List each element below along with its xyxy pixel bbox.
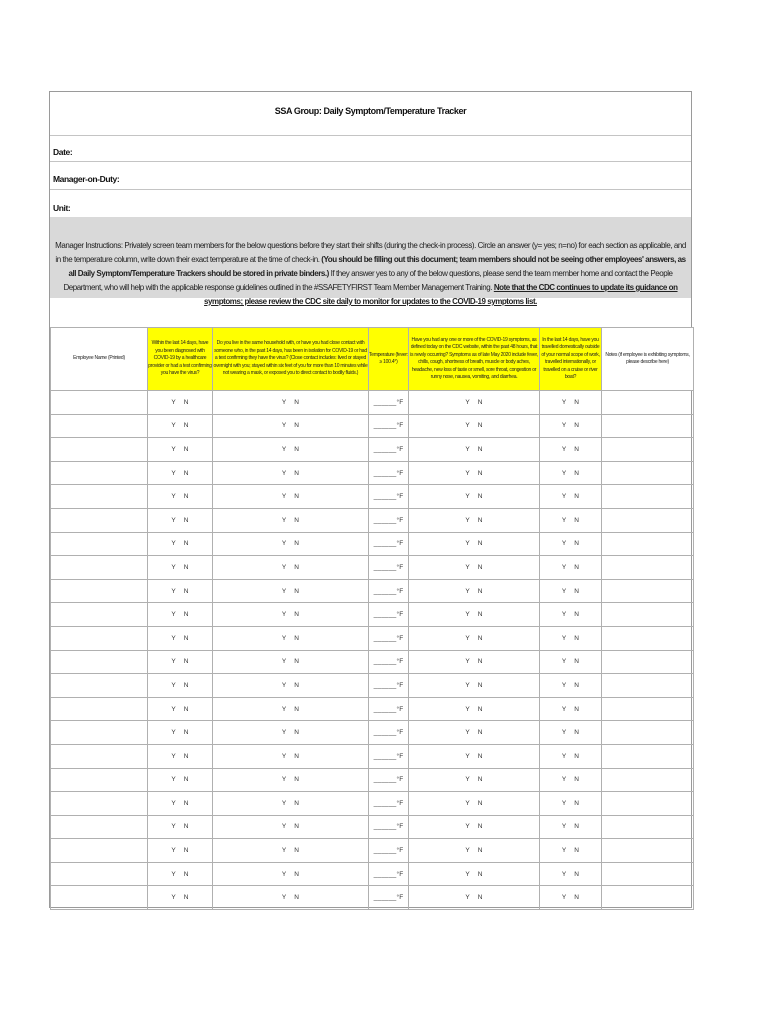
instructions-bold-text: (You should be filling out this document; team members should not be seeing other employees' answers, as all Daily Symptom/Temperature Trackers should be stored in private binders.) bbox=[68, 255, 686, 278]
notes-cell[interactable] bbox=[602, 391, 694, 415]
notes-cell[interactable] bbox=[602, 886, 694, 910]
symptoms-yn-cell[interactable]: Y N bbox=[409, 626, 540, 650]
notes-cell[interactable] bbox=[602, 556, 694, 580]
table-row bbox=[51, 744, 694, 768]
temperature-cell[interactable]: ______°F bbox=[369, 744, 409, 768]
diagnosed-yn-cell[interactable]: Y N bbox=[148, 414, 213, 438]
temperature-cell[interactable]: ______°F bbox=[369, 532, 409, 556]
travel-yn-cell[interactable]: Y N bbox=[540, 839, 602, 863]
col-header-travel: In the last 14 days, have you travelled domestically outside of your normal scope of work, travelled internationally, or travelled on a cruise or river boat? bbox=[540, 328, 602, 391]
employee-name-cell[interactable] bbox=[51, 768, 148, 792]
employee-name-cell[interactable] bbox=[51, 862, 148, 886]
table-row bbox=[51, 438, 694, 462]
notes-cell[interactable] bbox=[602, 839, 694, 863]
table-row bbox=[51, 697, 694, 721]
table-row bbox=[51, 650, 694, 674]
temperature-cell[interactable]: ______°F bbox=[369, 768, 409, 792]
temperature-cell[interactable]: ______°F bbox=[369, 721, 409, 745]
employee-name-cell[interactable] bbox=[51, 603, 148, 627]
symptoms-yn-cell[interactable]: Y N bbox=[409, 886, 540, 910]
household-yn-cell[interactable]: Y N bbox=[213, 603, 369, 627]
travel-yn-cell[interactable]: Y N bbox=[540, 603, 602, 627]
travel-yn-cell[interactable]: Y N bbox=[540, 721, 602, 745]
col-header-employee-name: Employee Name (Printed) bbox=[51, 328, 148, 391]
temperature-cell[interactable]: ______°F bbox=[369, 697, 409, 721]
document-title: SSA Group: Daily Symptom/Temperature Tracker bbox=[274, 106, 467, 116]
col-header-notes: Notes (if employee is exhibiting symptoms, please describe here) bbox=[602, 328, 694, 391]
travel-yn-cell[interactable]: Y N bbox=[540, 485, 602, 509]
diagnosed-yn-cell[interactable]: Y N bbox=[148, 792, 213, 816]
symptoms-yn-cell[interactable]: Y N bbox=[409, 792, 540, 816]
employee-name-cell[interactable] bbox=[51, 792, 148, 816]
diagnosed-yn-cell[interactable]: Y N bbox=[148, 461, 213, 485]
travel-yn-cell[interactable]: Y N bbox=[540, 674, 602, 698]
notes-cell[interactable] bbox=[602, 532, 694, 556]
employee-name-cell[interactable] bbox=[51, 697, 148, 721]
household-yn-cell[interactable]: Y N bbox=[213, 886, 369, 910]
employee-name-cell[interactable] bbox=[51, 414, 148, 438]
manager-on-duty-label: Manager-on-Duty: bbox=[53, 174, 120, 184]
divider bbox=[50, 189, 691, 190]
employee-name-cell[interactable] bbox=[51, 556, 148, 580]
table-row bbox=[51, 579, 694, 603]
notes-cell[interactable] bbox=[602, 768, 694, 792]
tracker-table bbox=[50, 327, 694, 910]
household-yn-cell[interactable]: Y N bbox=[213, 556, 369, 580]
diagnosed-yn-cell[interactable]: Y N bbox=[148, 674, 213, 698]
household-yn-cell[interactable]: Y N bbox=[213, 626, 369, 650]
table-row bbox=[51, 508, 694, 532]
table-row bbox=[51, 886, 694, 910]
diagnosed-yn-cell[interactable]: Y N bbox=[148, 438, 213, 462]
diagnosed-yn-cell[interactable]: Y N bbox=[148, 391, 213, 415]
travel-yn-cell[interactable]: Y N bbox=[540, 508, 602, 532]
household-yn-cell[interactable]: Y N bbox=[213, 579, 369, 603]
symptoms-yn-cell[interactable]: Y N bbox=[409, 485, 540, 509]
table-row bbox=[51, 532, 694, 556]
diagnosed-yn-cell[interactable]: Y N bbox=[148, 650, 213, 674]
notes-cell[interactable] bbox=[602, 792, 694, 816]
travel-yn-cell[interactable]: Y N bbox=[540, 438, 602, 462]
table-row bbox=[51, 414, 694, 438]
symptoms-yn-cell[interactable]: Y N bbox=[409, 839, 540, 863]
household-yn-cell[interactable]: Y N bbox=[213, 768, 369, 792]
notes-cell[interactable] bbox=[602, 744, 694, 768]
diagnosed-yn-cell[interactable]: Y N bbox=[148, 603, 213, 627]
instructions-text-2: If they answer yes to any of the below questions, please send the team member home and contact the People Department, who will help with the applicable response guidelines outlined in the #SSAFETYFIRST Team Member Management Training. bbox=[63, 269, 673, 292]
table-body bbox=[51, 391, 694, 910]
travel-yn-cell[interactable]: Y N bbox=[540, 792, 602, 816]
temperature-cell[interactable]: ______°F bbox=[369, 508, 409, 532]
table-row bbox=[51, 391, 694, 415]
symptoms-yn-cell[interactable]: Y N bbox=[409, 603, 540, 627]
travel-yn-cell[interactable]: Y N bbox=[540, 532, 602, 556]
diagnosed-yn-cell[interactable]: Y N bbox=[148, 721, 213, 745]
table-row bbox=[51, 792, 694, 816]
table-row bbox=[51, 556, 694, 580]
employee-name-cell[interactable] bbox=[51, 886, 148, 910]
table-row bbox=[51, 862, 694, 886]
household-yn-cell[interactable]: Y N bbox=[213, 697, 369, 721]
travel-yn-cell[interactable]: Y N bbox=[540, 650, 602, 674]
notes-cell[interactable] bbox=[602, 626, 694, 650]
temperature-cell[interactable]: ______°F bbox=[369, 461, 409, 485]
travel-yn-cell[interactable]: Y N bbox=[540, 768, 602, 792]
diagnosed-yn-cell[interactable]: Y N bbox=[148, 768, 213, 792]
table-row bbox=[51, 461, 694, 485]
employee-name-cell[interactable] bbox=[51, 485, 148, 509]
table-row bbox=[51, 674, 694, 698]
table-row bbox=[51, 721, 694, 745]
diagnosed-yn-cell[interactable]: Y N bbox=[148, 862, 213, 886]
notes-cell[interactable] bbox=[602, 815, 694, 839]
notes-cell[interactable] bbox=[602, 674, 694, 698]
divider bbox=[50, 135, 691, 136]
travel-yn-cell[interactable]: Y N bbox=[540, 697, 602, 721]
travel-yn-cell[interactable]: Y N bbox=[540, 815, 602, 839]
notes-cell[interactable] bbox=[602, 603, 694, 627]
symptoms-yn-cell[interactable]: Y N bbox=[409, 744, 540, 768]
employee-name-cell[interactable] bbox=[51, 744, 148, 768]
diagnosed-yn-cell[interactable]: Y N bbox=[148, 579, 213, 603]
household-yn-cell[interactable]: Y N bbox=[213, 485, 369, 509]
table-header-row bbox=[51, 328, 694, 391]
household-yn-cell[interactable]: Y N bbox=[213, 792, 369, 816]
table-row bbox=[51, 603, 694, 627]
symptoms-yn-cell[interactable]: Y N bbox=[409, 721, 540, 745]
divider bbox=[50, 161, 691, 162]
diagnosed-yn-cell[interactable]: Y N bbox=[148, 815, 213, 839]
unit-label: Unit: bbox=[53, 203, 71, 213]
symptoms-yn-cell[interactable]: Y N bbox=[409, 508, 540, 532]
employee-name-cell[interactable] bbox=[51, 839, 148, 863]
travel-yn-cell[interactable]: Y N bbox=[540, 626, 602, 650]
household-yn-cell[interactable]: Y N bbox=[213, 461, 369, 485]
household-yn-cell[interactable]: Y N bbox=[213, 744, 369, 768]
travel-yn-cell[interactable]: Y N bbox=[540, 862, 602, 886]
diagnosed-yn-cell[interactable]: Y N bbox=[148, 626, 213, 650]
employee-name-cell[interactable] bbox=[51, 721, 148, 745]
temperature-cell[interactable]: ______°F bbox=[369, 556, 409, 580]
instructions-text: Manager Instructions: Privately screen team members for the below questions before they start their shifts (during the check-in process). Circle an answer (y= yes; n=no) for each section as applicable, and in the temperature column, write down their exact temperature at the time of check-in. bbox=[55, 241, 686, 264]
symptoms-yn-cell[interactable]: Y N bbox=[409, 438, 540, 462]
table-row bbox=[51, 626, 694, 650]
symptoms-yn-cell[interactable]: Y N bbox=[409, 697, 540, 721]
date-label: Date: bbox=[53, 147, 73, 157]
employee-name-cell[interactable] bbox=[51, 650, 148, 674]
household-yn-cell[interactable]: Y N bbox=[213, 438, 369, 462]
diagnosed-yn-cell[interactable]: Y N bbox=[148, 508, 213, 532]
symptoms-yn-cell[interactable]: Y N bbox=[409, 674, 540, 698]
temperature-cell[interactable]: ______°F bbox=[369, 391, 409, 415]
manager-instructions bbox=[50, 217, 691, 306]
travel-yn-cell[interactable]: Y N bbox=[540, 391, 602, 415]
notes-cell[interactable] bbox=[602, 461, 694, 485]
travel-yn-cell[interactable]: Y N bbox=[540, 461, 602, 485]
employee-name-cell[interactable] bbox=[51, 579, 148, 603]
diagnosed-yn-cell[interactable]: Y N bbox=[148, 485, 213, 509]
household-yn-cell[interactable]: Y N bbox=[213, 815, 369, 839]
notes-cell[interactable] bbox=[602, 414, 694, 438]
diagnosed-yn-cell[interactable]: Y N bbox=[148, 744, 213, 768]
household-yn-cell[interactable]: Y N bbox=[213, 391, 369, 415]
table-row bbox=[51, 839, 694, 863]
household-yn-cell[interactable]: Y N bbox=[213, 839, 369, 863]
household-yn-cell[interactable]: Y N bbox=[213, 508, 369, 532]
table-row bbox=[51, 485, 694, 509]
symptoms-yn-cell[interactable]: Y N bbox=[409, 391, 540, 415]
symptoms-yn-cell[interactable]: Y N bbox=[409, 414, 540, 438]
temperature-cell[interactable]: ______°F bbox=[369, 626, 409, 650]
symptoms-yn-cell[interactable]: Y N bbox=[409, 579, 540, 603]
employee-name-cell[interactable] bbox=[51, 508, 148, 532]
travel-yn-cell[interactable]: Y N bbox=[540, 579, 602, 603]
table-row bbox=[51, 815, 694, 839]
table-row bbox=[51, 768, 694, 792]
travel-yn-cell[interactable]: Y N bbox=[540, 886, 602, 910]
diagnosed-yn-cell[interactable]: Y N bbox=[148, 556, 213, 580]
notes-cell[interactable] bbox=[602, 579, 694, 603]
travel-yn-cell[interactable]: Y N bbox=[540, 556, 602, 580]
household-yn-cell[interactable]: Y N bbox=[213, 532, 369, 556]
notes-cell[interactable] bbox=[602, 721, 694, 745]
household-yn-cell[interactable]: Y N bbox=[213, 650, 369, 674]
notes-cell[interactable] bbox=[602, 650, 694, 674]
household-yn-cell[interactable]: Y N bbox=[213, 414, 369, 438]
temperature-cell[interactable]: ______°F bbox=[369, 862, 409, 886]
notes-cell[interactable] bbox=[602, 862, 694, 886]
household-yn-cell[interactable]: Y N bbox=[213, 721, 369, 745]
temperature-cell[interactable]: ______°F bbox=[369, 603, 409, 627]
household-yn-cell[interactable]: Y N bbox=[213, 674, 369, 698]
notes-cell[interactable] bbox=[602, 697, 694, 721]
employee-name-cell[interactable] bbox=[51, 674, 148, 698]
temperature-cell[interactable]: ______°F bbox=[369, 839, 409, 863]
diagnosed-yn-cell[interactable]: Y N bbox=[148, 886, 213, 910]
temperature-cell[interactable]: ______°F bbox=[369, 792, 409, 816]
employee-name-cell[interactable] bbox=[51, 532, 148, 556]
employee-name-cell[interactable] bbox=[51, 391, 148, 415]
symptoms-yn-cell[interactable]: Y N bbox=[409, 768, 540, 792]
symptoms-yn-cell[interactable]: Y N bbox=[409, 461, 540, 485]
temperature-cell[interactable]: ______°F bbox=[369, 674, 409, 698]
diagnosed-yn-cell[interactable]: Y N bbox=[148, 697, 213, 721]
temperature-cell[interactable]: ______°F bbox=[369, 485, 409, 509]
employee-name-cell[interactable] bbox=[51, 626, 148, 650]
employee-name-cell[interactable] bbox=[51, 815, 148, 839]
col-header-household-contact: Do you live in the same household with, or have you had close contact with someone who, in the past 14 days, has been in isolation for COVID-19 or had a test confirming they have the virus? (Close contact includes: lived or stayed overnight with you; stayed within six feet of you for more than 10 minutes while not wearing a mask, or exposed you to direct contact to bodily fluids.) bbox=[213, 328, 369, 391]
symptoms-yn-cell[interactable]: Y N bbox=[409, 556, 540, 580]
cdc-note: Note that the CDC continues to update its guidance on symptoms; please review the CDC site daily to monitor for updates to the COVID-19 symptoms list. bbox=[204, 283, 678, 306]
symptoms-yn-cell[interactable]: Y N bbox=[409, 815, 540, 839]
temperature-cell[interactable]: ______°F bbox=[369, 886, 409, 910]
temperature-cell[interactable]: ______°F bbox=[369, 438, 409, 462]
temperature-cell[interactable]: ______°F bbox=[369, 650, 409, 674]
temperature-cell[interactable]: ______°F bbox=[369, 414, 409, 438]
notes-cell[interactable] bbox=[602, 438, 694, 462]
col-header-diagnosed: Within the last 14 days, have you been diagnosed with COVID-19 by a healthcare provider or had a test confirming you have the virus? bbox=[148, 328, 213, 391]
notes-cell[interactable] bbox=[602, 485, 694, 509]
tracker-sheet bbox=[49, 91, 692, 908]
symptoms-yn-cell[interactable]: Y N bbox=[409, 650, 540, 674]
travel-yn-cell[interactable]: Y N bbox=[540, 744, 602, 768]
notes-cell[interactable] bbox=[602, 508, 694, 532]
temperature-cell[interactable]: ______°F bbox=[369, 815, 409, 839]
employee-name-cell[interactable] bbox=[51, 438, 148, 462]
employee-name-cell[interactable] bbox=[51, 461, 148, 485]
col-header-symptoms: Have you had any one or more of the COVID-19 symptoms, as defined today on the CDC website, within the past 48 hours, that is newly occurring? Symptoms as of late May 2020 include fever, chills, cough, shortness of breath, muscle or body aches, headache, new loss of taste or smell, sore throat, congestion or runny nose, nausea, vomiting, and diarrhea. bbox=[409, 328, 540, 391]
diagnosed-yn-cell[interactable]: Y N bbox=[148, 839, 213, 863]
symptoms-yn-cell[interactable]: Y N bbox=[409, 862, 540, 886]
travel-yn-cell[interactable]: Y N bbox=[540, 414, 602, 438]
col-header-temperature: Temperature (fever: ≥ 100.4°) bbox=[369, 328, 409, 391]
diagnosed-yn-cell[interactable]: Y N bbox=[148, 532, 213, 556]
household-yn-cell[interactable]: Y N bbox=[213, 862, 369, 886]
symptoms-yn-cell[interactable]: Y N bbox=[409, 532, 540, 556]
temperature-cell[interactable]: ______°F bbox=[369, 579, 409, 603]
